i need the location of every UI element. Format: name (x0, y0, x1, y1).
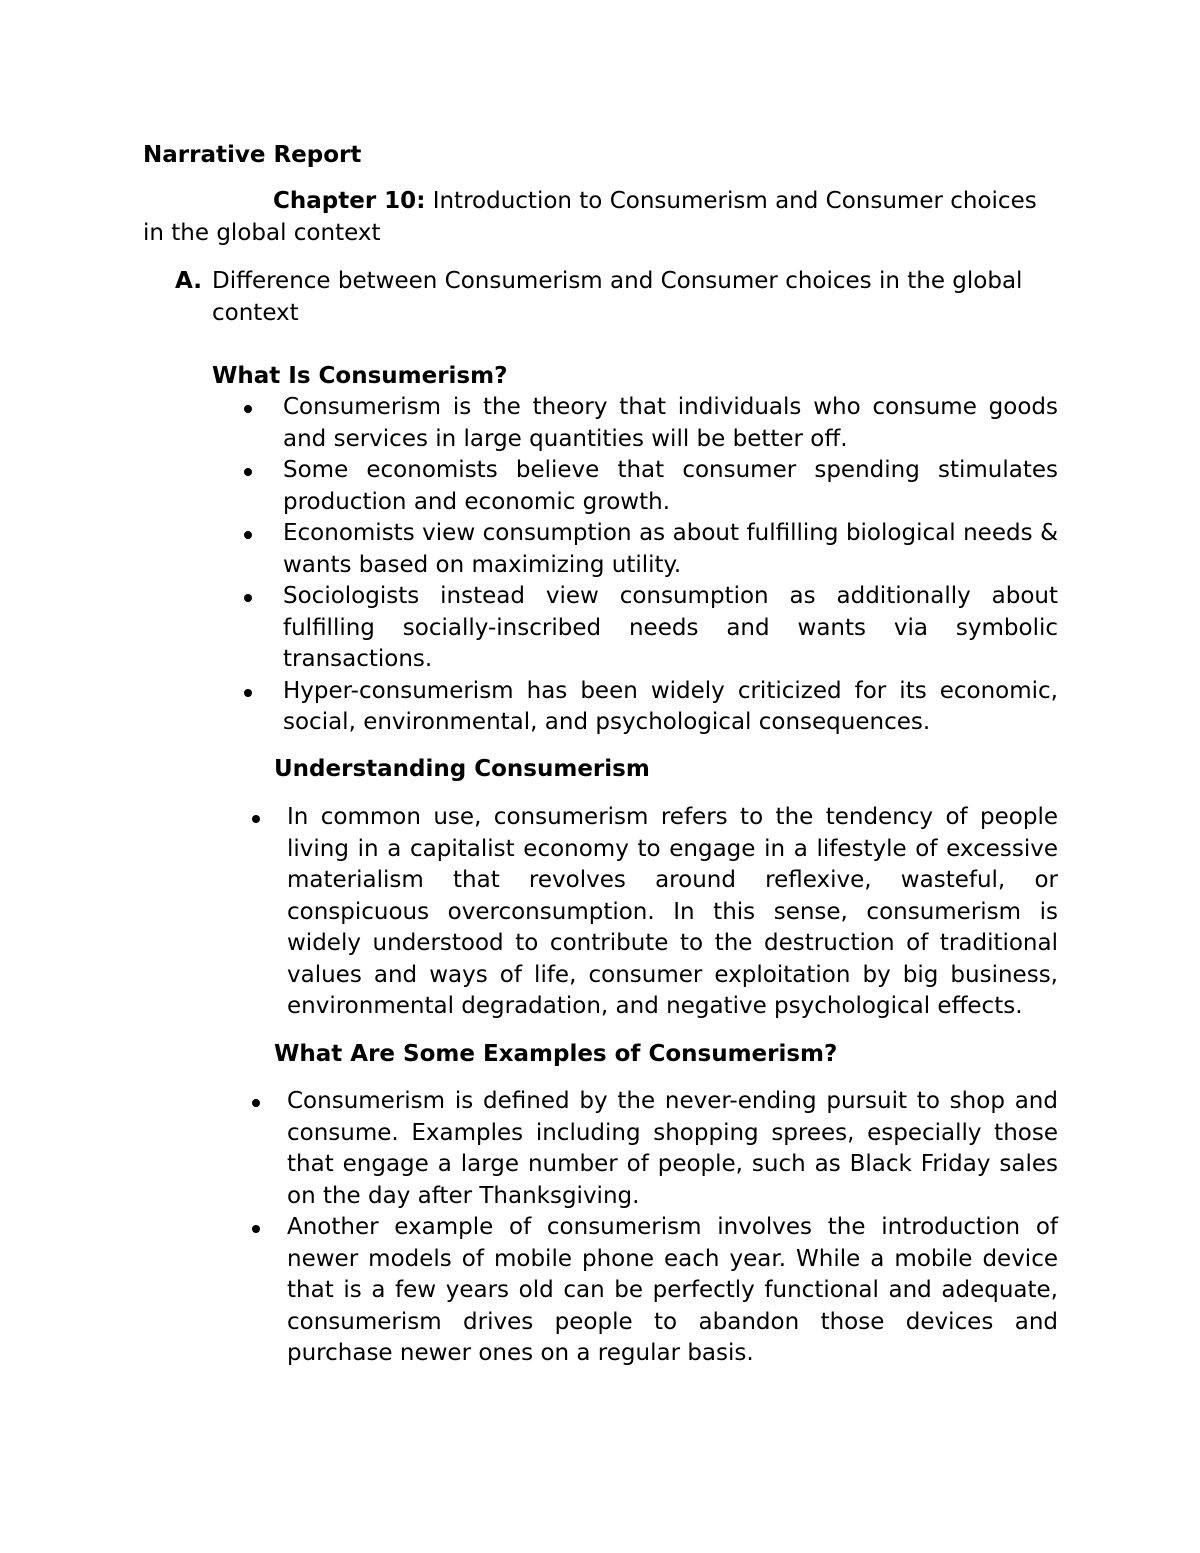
list-item: Hyper-consumerism has been widely criticized for its economic, social, environmental, and psychological consequences. (283, 676, 1058, 739)
list-item: Economists view consumption as about fulfilling biological needs & wants based on maximizing utility. (283, 518, 1058, 581)
document-title: Narrative Report (143, 142, 362, 168)
list-item: Sociologists instead view consumption as additionally about fulfilling socially-inscribed needs and wants via symbolic transactions. (283, 581, 1058, 676)
list-item: Another example of consumerism involves the introduction of newer models of mobile phone each year. While a mobile device that is a few years old can be perfectly functional and adequate, consumerism drives people to abandon those devices and purchase newer ones on a regular basis. (287, 1212, 1058, 1370)
chapter-text: Introduction to Consumerism and Consumer choices in the global context (143, 188, 1037, 246)
understanding-consumerism-list (287, 802, 1058, 1023)
examples-list (287, 1086, 1058, 1370)
section-a-text: Difference between Consumerism and Consumer choices in the global context (212, 268, 1023, 326)
bullet-icon (252, 815, 260, 823)
bullet-icon (244, 405, 252, 413)
bullet-icon (244, 468, 252, 476)
chapter-heading (143, 186, 1058, 249)
what-is-consumerism-list (283, 392, 1058, 739)
list-item: Some economists believe that consumer spending stimulates production and economic growth. (283, 455, 1058, 518)
what-is-consumerism-heading: What Is Consumerism? (212, 363, 508, 389)
examples-heading: What Are Some Examples of Consumerism? (274, 1041, 838, 1067)
list-item: Consumerism is the theory that individuals who consume goods and services in large quantities will be better off. (283, 392, 1058, 455)
understanding-consumerism-heading: Understanding Consumerism (274, 756, 650, 782)
bullet-icon (252, 1099, 260, 1107)
bullet-icon (244, 689, 252, 697)
bullet-icon (252, 1225, 260, 1233)
section-a-heading (175, 266, 1095, 329)
bullet-icon (244, 531, 252, 539)
bullet-icon (244, 594, 252, 602)
chapter-label: Chapter 10: (273, 188, 426, 214)
section-a-marker: A. (175, 268, 202, 294)
list-item: Consumerism is defined by the never-ending pursuit to shop and consume. Examples including shopping sprees, especially those that engage a large number of people, such as Black Friday sales on the day after Thanksgiving. (287, 1086, 1058, 1212)
list-item: In common use, consumerism refers to the tendency of people living in a capitalist economy to engage in a lifestyle of excessive materialism that revolves around reflexive, wasteful, or conspicuous overconsumption. In this sense, consumerism is widely understood to contribute to the destruction of traditional values and ways of life, consumer exploitation by big business, environmental degradation, and negative psychological effects. (287, 802, 1058, 1023)
